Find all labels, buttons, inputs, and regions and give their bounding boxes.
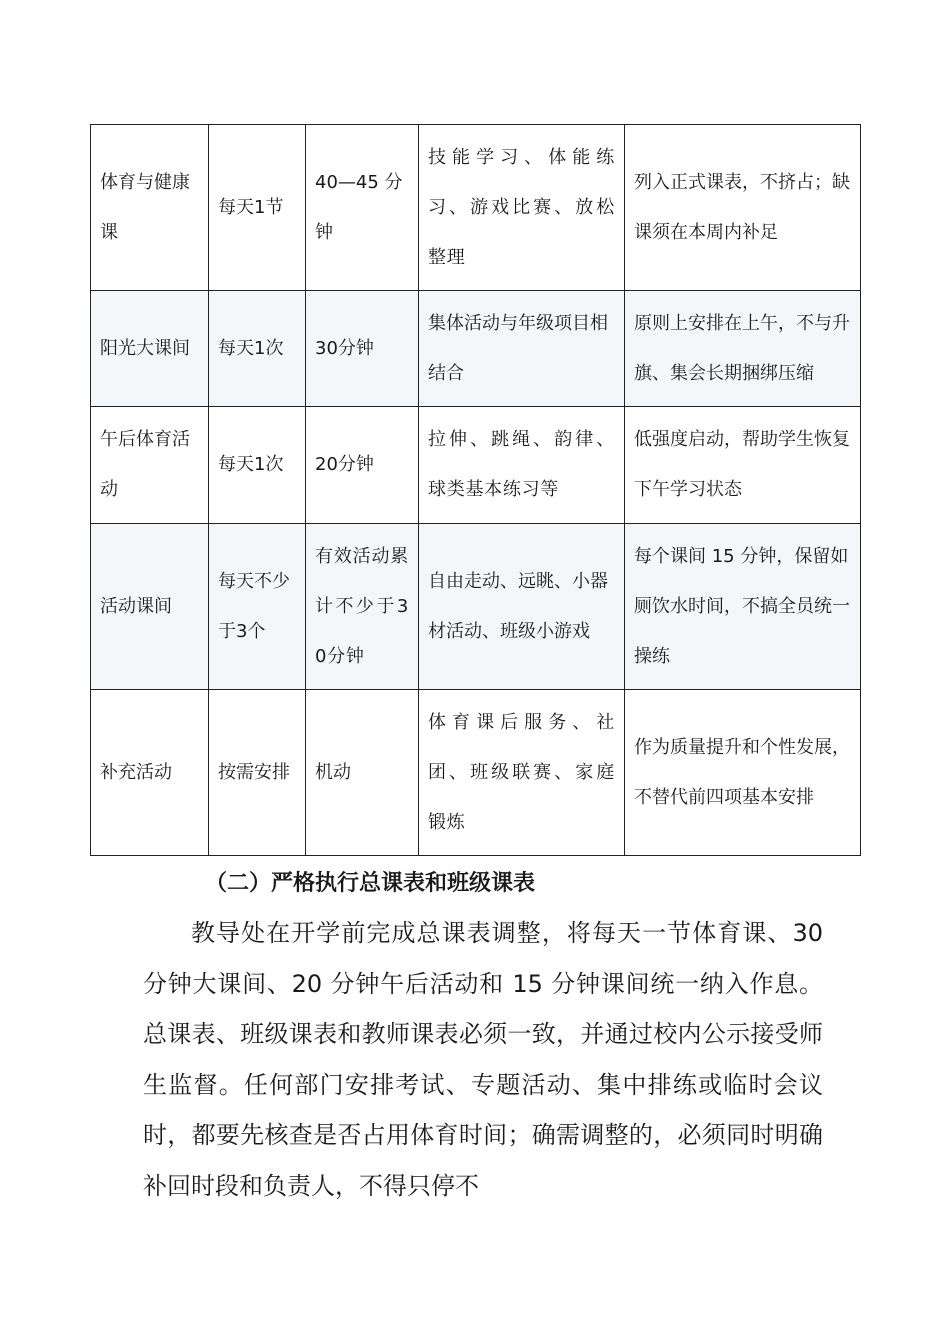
frequency-cell: 每天不少于3个	[209, 524, 306, 690]
requirement-cell: 低强度启动，帮助学生恢复下午学习状态	[625, 407, 861, 524]
content-cell: 技能学习、体能练习、游戏比赛、放松整理	[419, 125, 625, 291]
activity-name-cell: 体育与健康课	[91, 125, 209, 291]
duration-cell: 40—45 分钟	[306, 125, 419, 291]
body-paragraph: 教导处在开学前完成总课表调整，将每天一节体育课、30 分钟大课间、20 分钟午后活动和 15 分钟课间统一纳入作息。总课表、班级课表和教师课表必须一致，并通过校内公示接受师生监督。任何部门安排考试、专题活动、集中排练或临时会议时，都要先核查是否占用体育时间；确需调整的，必须同时明确补回时段和负责人，不得只停不	[143, 919, 823, 1200]
duration-cell: 有效活动累计不少于30分钟	[306, 524, 419, 690]
table-row	[91, 524, 861, 690]
requirement-cell: 原则上安排在上午，不与升旗、集会长期捆绑压缩	[625, 291, 861, 407]
activity-name-cell: 补充活动	[91, 690, 209, 856]
requirement-cell: 作为质量提升和个性发展，不替代前四项基本安排	[625, 690, 861, 856]
frequency-cell: 按需安排	[209, 690, 306, 856]
frequency-cell: 每天1节	[209, 125, 306, 291]
duration-cell: 20分钟	[306, 407, 419, 524]
frequency-cell: 每天1次	[209, 291, 306, 407]
table-row	[91, 407, 861, 524]
activity-name-cell: 阳光大课间	[91, 291, 209, 407]
requirement-cell: 列入正式课表，不挤占；缺课须在本周内补足	[625, 125, 861, 291]
duration-cell: 机动	[306, 690, 419, 856]
requirement-cell: 每个课间 15 分钟，保留如厕饮水时间，不搞全员统一操练	[625, 524, 861, 690]
duration-cell: 30分钟	[306, 291, 419, 407]
activity-name-cell: 活动课间	[91, 524, 209, 690]
frequency-cell: 每天1次	[209, 407, 306, 524]
activity-name-cell: 午后体育活动	[91, 407, 209, 524]
content-cell: 拉伸、跳绳、韵律、球类基本练习等	[419, 407, 625, 524]
table-row	[91, 690, 861, 856]
table-row	[91, 125, 861, 291]
content-cell: 体育课后服务、社团、班级联赛、家庭锻炼	[419, 690, 625, 856]
table-row	[91, 291, 861, 407]
content-cell: 自由走动、远眺、小器材活动、班级小游戏	[419, 524, 625, 690]
activity-schedule-table	[90, 124, 861, 856]
content-cell: 集体活动与年级项目相结合	[419, 291, 625, 407]
section-heading: （二）严格执行总课表和班级课表	[205, 871, 536, 896]
